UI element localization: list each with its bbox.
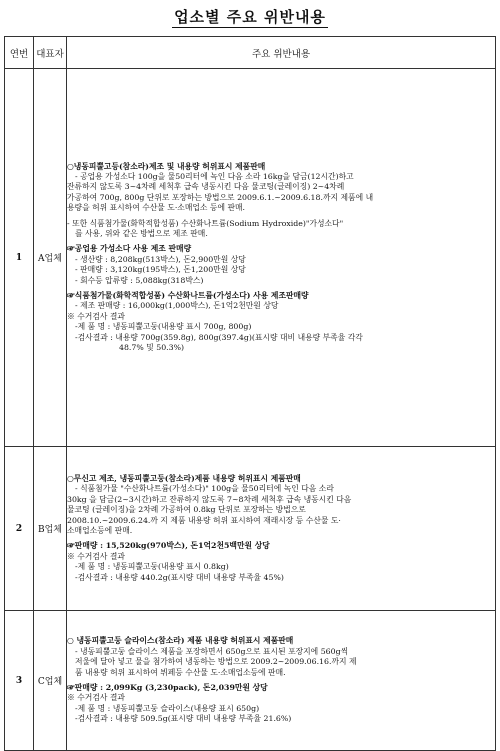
content-line: ☞판매량 : 15,520kg(970박스), 돈1억2천5백만원 상당	[67, 541, 270, 551]
content-line: 잔류하지 않도록 3~4차례 세척후 급속 냉동시킨 다음 물코팅(글레이징) 2~4차례	[67, 182, 345, 192]
content-line: - 공업용 가성소다 100g을 물50리터에 녹인 다음 소라 16kg을 담금(12시간)하고	[75, 171, 354, 181]
row-heading: ○ 냉동피뿔고둥 슬라이스(참소라) 제품 내용량 허위표시 제품판매	[67, 636, 294, 646]
row-number: 2	[5, 447, 34, 611]
header-content: 주요 위반내용	[67, 37, 496, 69]
content-line: 48.7% 및 50.3%)	[119, 343, 185, 353]
row-company: B업체	[34, 447, 67, 611]
row-company: A업체	[34, 69, 67, 447]
content-line: ※ 수거검사 결과	[67, 693, 125, 703]
content-line: 30kg 을 담금(2~3시간)하고 잔류하지 않도록 7~8차례 세척후 급속 냉동시킨 다음	[67, 494, 352, 504]
content-line: ※ 수거검사 결과	[67, 551, 125, 561]
content-line: ※ 수거검사 결과	[67, 311, 125, 321]
row-heading: ○냉동피뿔고등(참소라)제조 및 내용량 허위표시 제품판매	[67, 161, 266, 171]
content-line: ☞식품첨가물(화학적합성품) 수산화나트륨(가성소다) 사용 제조판매량	[67, 291, 309, 301]
header-no: 연번	[5, 37, 34, 69]
content-line: - 식품첨가물 "수산화나트륨(가성소다)" 100g을 물50리터에 녹인 다음 소라	[75, 484, 334, 494]
row-number: 3	[5, 611, 34, 751]
content-line: -제 품 명 : 냉동피뿔고둥(내용량 표시 0.8kg)	[75, 562, 229, 572]
table-row	[5, 447, 496, 611]
row-content	[67, 611, 496, 751]
row-content	[67, 447, 496, 611]
content-line: 가공하여 700g, 800g 단위로 포장하는 방법으로 2009.6.1.~2009.6.18.까지 제품에 내	[67, 192, 374, 202]
content-line: 용량을 허위 표시하여 수산물 도·소매업소 등에 판매.	[67, 203, 245, 213]
content-line: - 또한 식품첨가물(화학적합성품) 수산화나트륨(Sodium Hydroxide)"가성소다"	[67, 218, 344, 228]
row-heading: ○무신고 제조, 냉동피뿔고둥(참소라)제품 내용량 허위표시 제품판매	[67, 473, 301, 483]
row-number: 1	[5, 69, 34, 447]
content-line: - 생산량 : 8,208kg(513박스), 돈2,900만원 상당	[75, 254, 246, 264]
content-line: 저울에 달아 넣고 물을 첨가하여 냉동하는 방법으로 2009.2~2009.06.16.까지 제	[75, 657, 357, 667]
document-title	[0, 6, 500, 27]
table-header-row	[5, 37, 496, 69]
header-rep: 대표자	[34, 37, 67, 69]
row-content	[67, 69, 496, 447]
content-line: -검사결과 : 내용량 700g(359.8g), 800g(397.4g)(표시량 대비 내용량 부족율 각각	[75, 332, 363, 342]
content-line: 2008.10.~2009.6.24.까 지 제품 내용량 허위 표시하여 재래시장 등 수산물 도·	[67, 515, 341, 525]
content-line: - 판매량 : 3,120kg(195박스), 돈1,200만원 상당	[75, 265, 246, 275]
violation-table	[4, 36, 496, 751]
content-line: -제 품 명 : 냉동피뿔고둥(내용량 표시 700g, 800g)	[75, 322, 252, 332]
content-line: 를 사용, 위와 같은 방법으로 제조 판매.	[75, 228, 208, 238]
content-line: 소매업소등에 판매.	[67, 526, 133, 535]
content-line: - 냉동피뿔고둥 슬라이스 제품을 포장하면서 650g으로 표시된 포장지에 560g씩	[75, 646, 349, 656]
content-line: -검사결과 : 내용량 509.5g(표시량 대비 내용량 부족율 21.6%)	[75, 714, 292, 724]
content-line: - 회수등 압류량 : 5,088kg(318박스)	[75, 275, 204, 285]
content-line: 물코팅 (글레이징)을 2차례 가공하여 0.8kg 단위로 포장하는 방법으로	[67, 505, 306, 515]
content-line: ☞판매량 : 2,099Kg (3,230pack), 돈2,039만원 상당	[67, 683, 268, 692]
table-row	[5, 611, 496, 751]
content-line: - 제조 판매량 : 16,000kg(1,000박스), 돈1억2천만원 상당	[75, 301, 279, 311]
content-line: 품 내용량 허위 표시하여 뷔페등 수산물 도·소매업소등에 판매.	[75, 667, 286, 677]
table-row	[5, 69, 496, 447]
content-line: ☞공업용 가성소다 사용 제조 판매량	[67, 244, 192, 254]
document-title-text: 업소별 주요 위반내용	[174, 8, 326, 26]
content-line: -검사결과 : 내용량 440.2g(표시량 대비 내용량 부족율 45%)	[75, 572, 284, 582]
content-line: -제 품 명 : 냉동피뿔고둥 슬라이스(내용량 표시 650g)	[75, 703, 260, 713]
row-company: C업체	[34, 611, 67, 751]
